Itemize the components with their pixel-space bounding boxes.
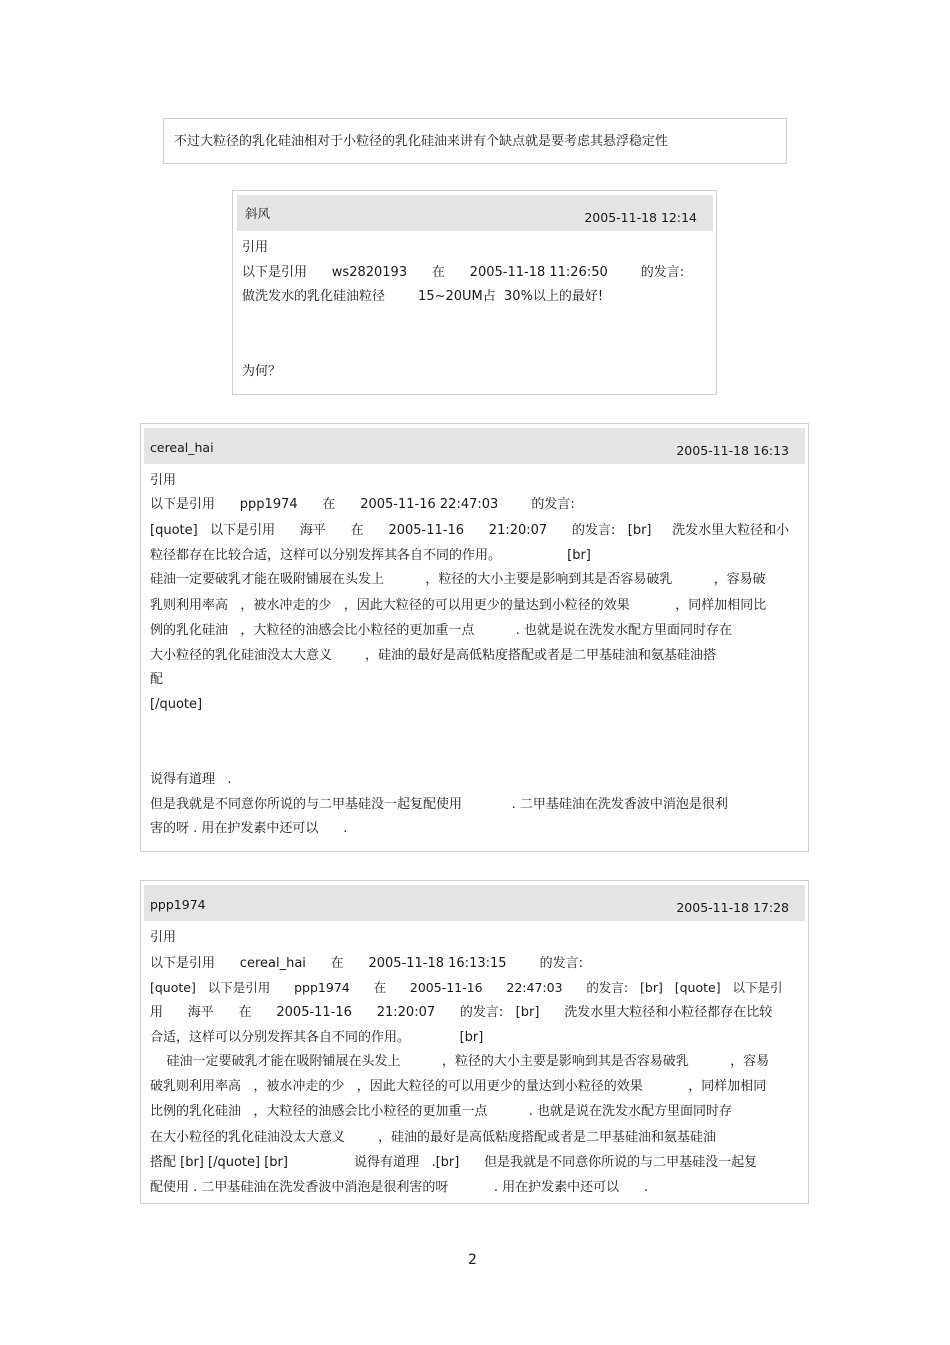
post-1-line: 引用 [242, 240, 269, 255]
post-1-header [237, 195, 713, 231]
post-1-line: 以下是引用 ws2820193 在 2005-11-18 11:26:50 的发言: [242, 265, 685, 280]
post-2-line: 但是我就是不同意你所说的与二甲基硅没一起复配使用 . 二甲基硅油在洗发香波中消泡是很利 [150, 797, 728, 812]
post-1-author: 斜风 [245, 206, 271, 221]
post-3-line: 破乳则利用率高 ，被水冲走的少 ，因此大粒径的可以用更少的量达到小粒径的效果 ，同样加相同 [150, 1079, 767, 1094]
post-2-author: cereal_hai [150, 440, 214, 455]
post-2-line: 配 [150, 672, 164, 687]
post-3-line: 用 海平 在 2005-11-16 21:20:07 的发言: [br] 洗发水里大粒径和小粒径都存在比较 [150, 1005, 773, 1020]
post-2-line: 害的呀 . 用在护发素中还可以 . [150, 821, 348, 836]
post-3-line: 引用 [150, 930, 177, 945]
post-3-line: 以下是引用 cereal_hai 在 2005-11-18 16:13:15 的发言: [150, 956, 583, 971]
post-2-line: 乳则利用率高 ，被水冲走的少 ，因此大粒径的可以用更少的量达到小粒径的效果 ，同样加相同比 [150, 598, 767, 613]
post-3-line: 搭配 [br] [/quote] [br] 说得有道理 .[br] 但是我就是不同意你所说的与二甲基硅没一起复 [150, 1155, 758, 1170]
post-1 [232, 190, 717, 395]
post-3-line: 合适，这样可以分别发挥其各自不同的作用。 [br] [150, 1030, 484, 1045]
post-3-line: 硅油一定要破乳才能在吸附铺展在头发上 ，粒径的大小主要是影响到其是否容易破乳 ，容易 [150, 1054, 770, 1069]
post-2-line: 例的乳化硅油 ，大粒径的油感会比小粒径的更加重一点 . 也就是说在洗发水配方里面同时存在 [150, 623, 732, 638]
post-2-line: 说得有道理 . [150, 772, 232, 787]
post-3-line: 在大小粒径的乳化硅油没太大意义 ，硅油的最好是高低粘度搭配或者是二甲基硅油和氨基硅油 [150, 1130, 717, 1145]
post-2-line: 粒径都存在比较合适，这样可以分别发挥其各自不同的作用。 [br] [150, 548, 591, 563]
post-3-time: 2005-11-18 17:28 [676, 900, 789, 915]
post-1-line: 做洗发水的乳化硅油粒径 15~20UM占 30%以上的最好! [242, 289, 604, 304]
post-2-line: 硅油一定要破乳才能在吸附铺展在头发上 ，粒径的大小主要是影响到其是否容易破乳 ，容易破 [150, 572, 766, 587]
post-2 [140, 423, 809, 852]
post-3 [140, 880, 809, 1204]
post-2-time: 2005-11-18 16:13 [676, 443, 789, 458]
post-3-header [144, 885, 805, 921]
post-3-line: 配使用 . 二甲基硅油在洗发香波中消泡是很利害的呀 . 用在护发素中还可以 . [150, 1180, 649, 1195]
page-number: 2 [468, 1252, 477, 1268]
intro-box [163, 118, 787, 164]
post-2-line: 以下是引用 ppp1974 在 2005-11-16 22:47:03 的发言: [150, 497, 575, 512]
post-2-header [144, 428, 805, 464]
post-2-line: [quote] 以下是引用 海平 在 2005-11-16 21:20:07 的发言: [br] 洗发水里大粒径和小 [150, 523, 790, 538]
post-2-line: [/quote] [150, 697, 203, 712]
post-1-line: 为何？ [242, 364, 282, 379]
post-1-time: 2005-11-18 12:14 [584, 210, 697, 225]
post-3-line: [quote] 以下是引用 ppp1974 在 2005-11-16 22:47:03 的发言: [br] [quote] 以下是引 [150, 980, 783, 995]
post-2-line: 大小粒径的乳化硅油没太大意义 ，硅油的最好是高低粘度搭配或者是二甲基硅油和氨基硅油搭 [150, 648, 717, 663]
post-3-line: 比例的乳化硅油 ，大粒径的油感会比小粒径的更加重一点 . 也就是说在洗发水配方里面同时存 [150, 1104, 732, 1119]
post-3-author: ppp1974 [150, 897, 206, 912]
intro-text: 不过大粒径的乳化硅油相对于小粒径的乳化硅油来讲有个缺点就是要考虑其悬浮稳定性 [174, 134, 669, 149]
post-2-line: 引用 [150, 473, 177, 488]
